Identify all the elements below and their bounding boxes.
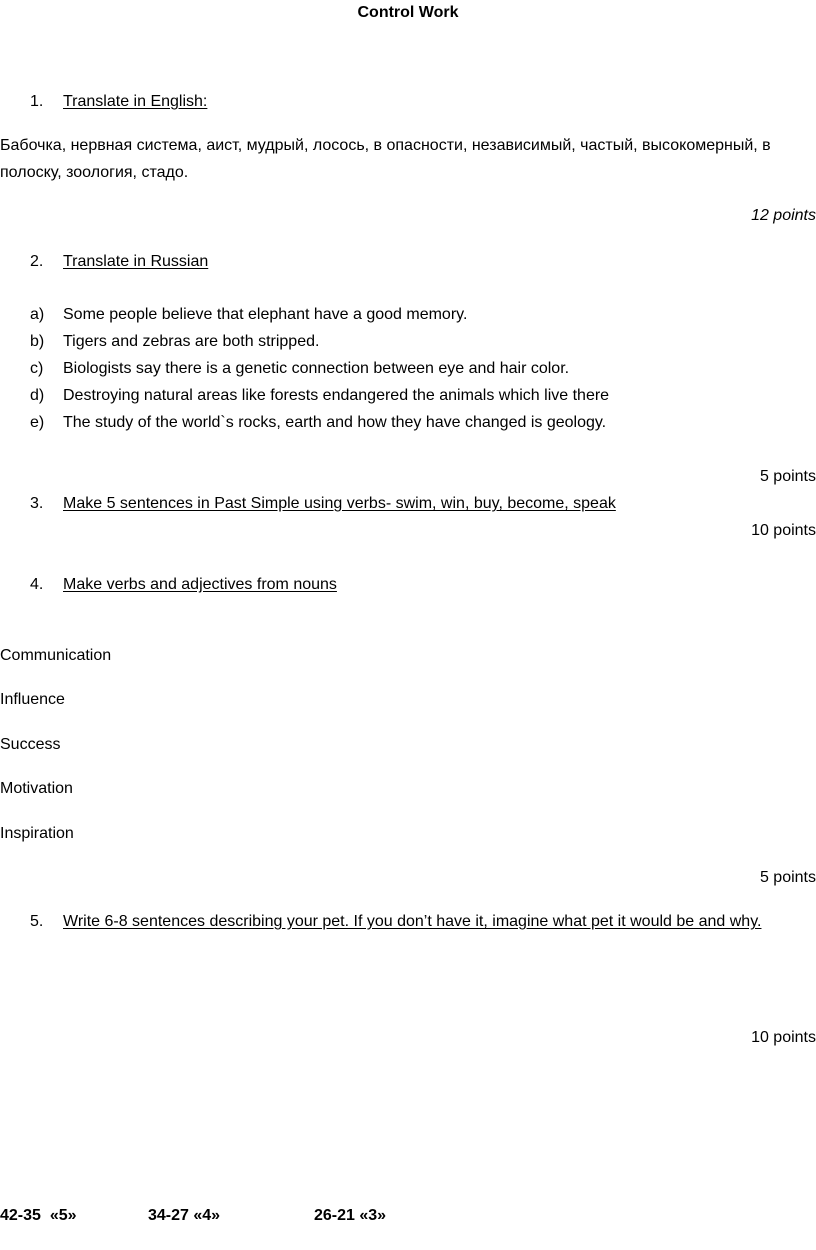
task5-number: 5. — [30, 913, 44, 930]
grade-5-mark: «5» — [49, 1207, 77, 1224]
task2-points: 5 points — [759, 468, 816, 485]
task2-item-d-marker: d) — [30, 387, 45, 404]
task1-heading: Translate in English: — [63, 93, 208, 110]
task2-item-b-text: Tigers and zebras are both stripped. — [63, 333, 320, 350]
task2-heading: Translate in Russian — [63, 253, 209, 270]
grading-scale-5 — [0, 1206, 77, 1226]
task4-heading: Make verbs and adjectives from nouns — [63, 576, 337, 593]
task5-points: 10 points — [751, 1029, 816, 1046]
task3-points: 10 points — [751, 522, 816, 539]
grade-3-range: 26-21 — [314, 1207, 355, 1224]
noun-influence: Influence — [0, 691, 65, 708]
task2-item-c-text: Biologists say there is a genetic connection between eye and hair color. — [63, 360, 570, 377]
task5-heading: Write 6-8 sentences describing your pet. If you don’t have it, imagine what pet it would be and why. — [63, 913, 762, 930]
task3-number: 3. — [30, 495, 44, 512]
task2-item-b-marker: b) — [30, 333, 45, 350]
task1-points: 12 points — [751, 207, 816, 224]
task2-item-e-text: The study of the world`s rocks, earth and how they have changed is geology. — [63, 414, 607, 431]
task2-number: 2. — [30, 253, 44, 270]
task2-item-a-marker: a) — [30, 306, 45, 323]
grade-4-mark: «4» — [193, 1207, 221, 1224]
task1-body: Бабочка, нервная система, аист, мудрый, лосось, в опасности, независимый, частый, высокомерный, в полоску, зоология, стадо. — [0, 137, 771, 181]
grade-3-mark: «3» — [359, 1207, 387, 1224]
task2-item-a-text: Some people believe that elephant have a good memory. — [63, 306, 468, 323]
grading-scale-3 — [314, 1206, 386, 1226]
grade-4-range: 34-27 — [148, 1207, 189, 1224]
task1-number: 1. — [30, 93, 44, 110]
noun-communication: Communication — [0, 647, 112, 664]
noun-motivation: Motivation — [0, 780, 73, 797]
task3-heading: Make 5 sentences in Past Simple using verbs- swim, win, buy, become, speak — [63, 495, 616, 512]
task2-item-e-marker: e) — [30, 414, 45, 431]
page-title: Control Work — [357, 4, 459, 21]
task4-points: 5 points — [759, 869, 816, 886]
grading-scale-4 — [148, 1206, 220, 1226]
task2-item-c-marker: c) — [30, 360, 44, 377]
noun-inspiration: Inspiration — [0, 825, 74, 842]
grade-5-range: 42-35 — [0, 1207, 41, 1224]
task4-number: 4. — [30, 576, 44, 593]
noun-success: Success — [0, 736, 61, 753]
task2-item-d-text: Destroying natural areas like forests endangered the animals which live there — [63, 387, 610, 404]
